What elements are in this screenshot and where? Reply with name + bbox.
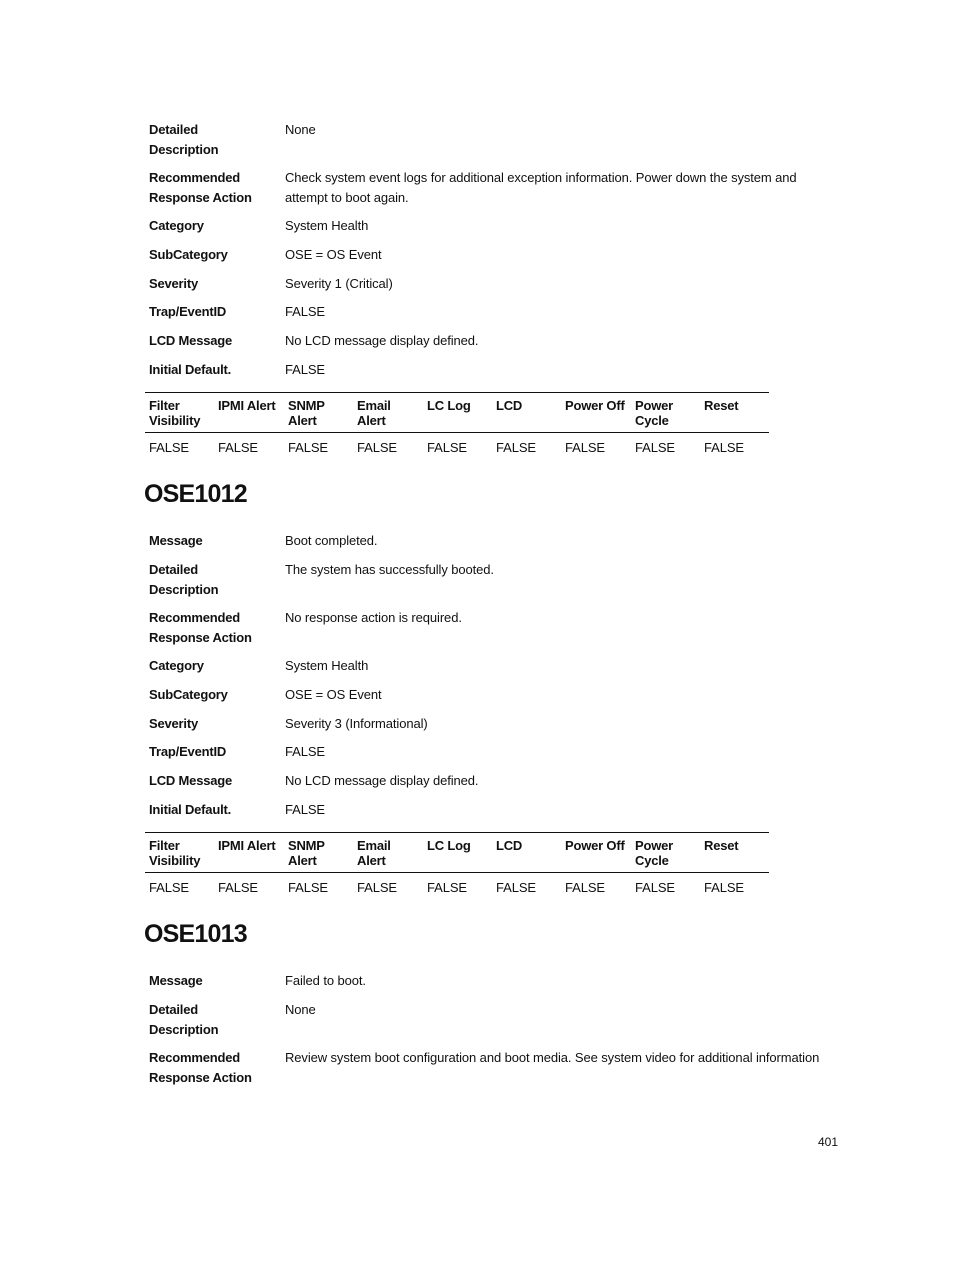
table-header: Filter Visibility <box>149 838 201 868</box>
row-label: Recommended Response Action <box>149 1050 252 1085</box>
row-value: Failed to boot. <box>285 973 366 988</box>
table-header: LCD <box>496 838 523 853</box>
row-label: SubCategory <box>149 247 228 262</box>
table-cell: FALSE <box>427 880 467 895</box>
table-header: Filter Visibility <box>149 398 201 428</box>
row-value: System Health <box>285 658 369 673</box>
table-cell: FALSE <box>288 440 328 455</box>
row-label: Detailed Description <box>149 562 219 597</box>
row-value: FALSE <box>285 744 325 759</box>
row-label: Initial Default. <box>149 362 232 377</box>
row-label: Recommended Response Action <box>149 610 252 645</box>
table-header-rule <box>145 872 769 873</box>
table-header: Power Cycle <box>635 398 674 428</box>
table-cell: FALSE <box>218 440 258 455</box>
row-label: SubCategory <box>149 687 228 702</box>
table-cell: FALSE <box>704 880 744 895</box>
section-heading: OSE1012 <box>144 480 247 508</box>
table-top-rule <box>145 392 769 393</box>
table-header: SNMP Alert <box>288 398 325 428</box>
table-header: Email Alert <box>357 398 391 428</box>
row-value: FALSE <box>285 802 325 817</box>
table-cell: FALSE <box>427 440 467 455</box>
table-cell: FALSE <box>149 440 189 455</box>
row-value: Boot completed. <box>285 533 378 548</box>
row-value: Severity 1 (Critical) <box>285 276 393 291</box>
row-label: LCD Message <box>149 773 233 788</box>
table-cell: FALSE <box>635 880 675 895</box>
row-value: OSE = OS Event <box>285 247 382 262</box>
table-header: IPMI Alert <box>218 398 276 413</box>
table-header: SNMP Alert <box>288 838 325 868</box>
row-label: Category <box>149 218 204 233</box>
row-value: Check system event logs for additional exception information. Power down the system and attempt to boot again. <box>285 170 797 205</box>
row-label: Detailed Description <box>149 122 219 157</box>
row-value: OSE = OS Event <box>285 687 382 702</box>
table-header-rule <box>145 432 769 433</box>
row-value: None <box>285 1002 316 1017</box>
row-label: Detailed Description <box>149 1002 219 1037</box>
table-header: Power Off <box>565 838 625 853</box>
table-header: LC Log <box>427 398 471 413</box>
table-header: Power Cycle <box>635 838 674 868</box>
table-cell: FALSE <box>218 880 258 895</box>
row-value: No LCD message display defined. <box>285 773 479 788</box>
table-header: Reset <box>704 398 739 413</box>
table-cell: FALSE <box>288 880 328 895</box>
row-label: Severity <box>149 276 198 291</box>
table-header: Power Off <box>565 398 625 413</box>
row-label: Category <box>149 658 204 673</box>
row-value: FALSE <box>285 304 325 319</box>
section-heading: OSE1013 <box>144 920 247 948</box>
table-header: Reset <box>704 838 739 853</box>
table-top-rule <box>145 832 769 833</box>
table-cell: FALSE <box>704 440 744 455</box>
row-value: None <box>285 122 316 137</box>
table-header: LCD <box>496 398 523 413</box>
row-value: Review system boot configuration and boot media. See system video for additional information <box>285 1050 820 1065</box>
row-value: Severity 3 (Informational) <box>285 716 428 731</box>
row-value: FALSE <box>285 362 325 377</box>
table-cell: FALSE <box>149 880 189 895</box>
table-cell: FALSE <box>357 440 397 455</box>
table-cell: FALSE <box>357 880 397 895</box>
table-cell: FALSE <box>496 880 536 895</box>
row-value: System Health <box>285 218 369 233</box>
row-label: Initial Default. <box>149 802 232 817</box>
row-label: Severity <box>149 716 198 731</box>
row-label: LCD Message <box>149 333 233 348</box>
row-value: The system has successfully booted. <box>285 562 494 577</box>
table-header: Email Alert <box>357 838 391 868</box>
table-header: IPMI Alert <box>218 838 276 853</box>
table-header: LC Log <box>427 838 471 853</box>
row-label: Message <box>149 533 203 548</box>
table-cell: FALSE <box>565 440 605 455</box>
row-value: No response action is required. <box>285 610 462 625</box>
row-label: Trap/EventID <box>149 744 227 759</box>
row-label: Trap/EventID <box>149 304 227 319</box>
table-cell: FALSE <box>635 440 675 455</box>
table-cell: FALSE <box>496 440 536 455</box>
table-cell: FALSE <box>565 880 605 895</box>
row-label: Recommended Response Action <box>149 170 252 205</box>
page-number: 401 <box>818 1135 839 1149</box>
row-label: Message <box>149 973 203 988</box>
row-value: No LCD message display defined. <box>285 333 479 348</box>
